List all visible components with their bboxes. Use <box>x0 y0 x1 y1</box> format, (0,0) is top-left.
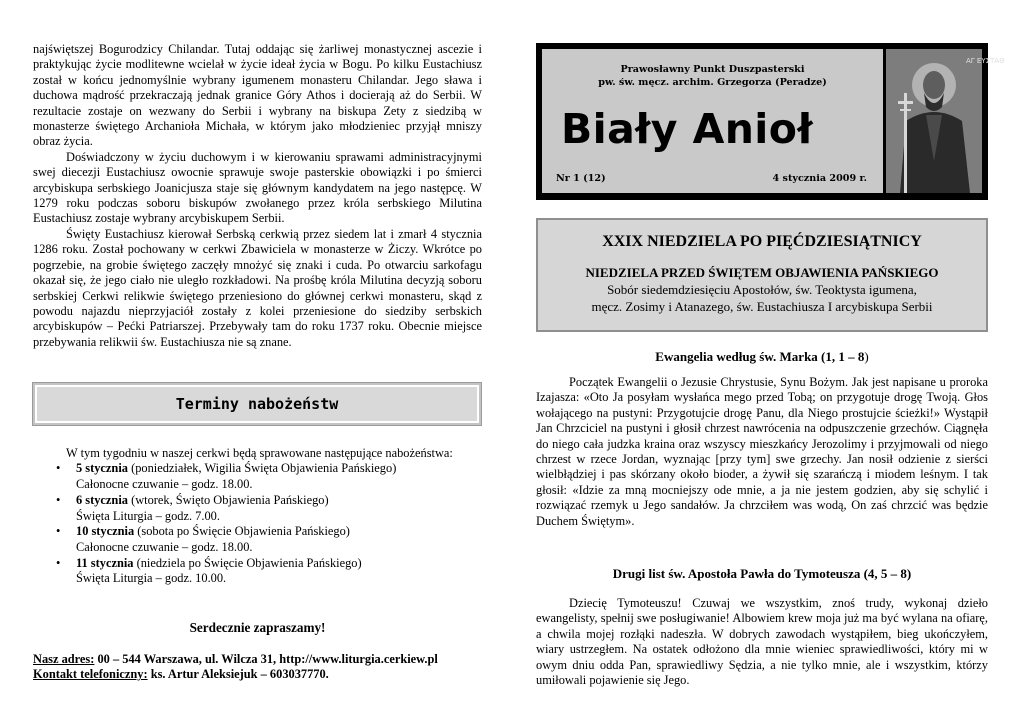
service-item: • 11 stycznia (niedziela po Święcie Objawienia Pańskiego) Święta Liturgia – godz. 10.00. <box>76 556 482 587</box>
service-item: • 10 stycznia (sobota po Święcie Objawienia Pańskiego) Całonocne czuwanie – godz. 18.00. <box>76 524 482 555</box>
masthead-organization: Prawosławny Punkt Duszpasterski pw. św. męcz. archim. Grzegorza (Peradze) <box>598 64 827 88</box>
issue-date: 4 stycznia 2009 r. <box>772 173 867 184</box>
services-list <box>33 461 482 587</box>
biography-paragraph-2: Doświadczony w życiu duchowym i w kierowaniu sprawami administracyjnymi swej diecezji Eustachiusz owocnie sprawuje swoje pasterskie obowiązki i po śmierci arcybiskupa serbskiego Joanicjusza staje się głównym kandydatem na jego następcę. W 1279 roku podczas soboru biskupów zwołanego przez króla serbskiego Milutina Eustachiusz zostaje wybrany arcybiskupem Serbii. <box>33 149 482 226</box>
gospel-text: Początek Ewangelii o Jezusie Chrystusie, Synu Bożym. Jak jest napisane u proroka Izajasza: «Oto Ja posyłam wysłańca mego przed Tobą; on przygotuje drogę Twoją. Głos wołającego na pustyni: Przygotujcie drogę Panu, dla Niego prostujcie ścieżki!» Wystąpił Jan Chrzciciel na pustyni i głosił chrzest nawrócenia na odpuszczenie grzechów. Ciągnęła do niego cała judzka kraina oraz wszyscy mieszkańcy Jerozolimy i przyjmowali od niego chrzest w rzece Jordan, wyznając [przy tym] swe grzechy. Jan nosił odzienie z sierści wielbłądziej i pas skórzany około bioder, a żywił się szarańczą i miodem leśnym. I tak głosił: «Idzie za mną mocniejszy ode mnie, a ja nie jestem godzien, aby się schylić i rozwiązać rzemyk u Jego sandałów. Ja chrzciłem was wodą, On zaś chrzcić was będzie Duchem Świętym». <box>536 375 988 528</box>
svg-text:ΑΓ ΕΥΣΤΑΘ: ΑΓ ΕΥΣΤΑΘ <box>966 57 1005 65</box>
commemorated-saints-line-2: męcz. Zosimy i Atanazego, św. Eustachiusza I arcybiskupa Serbii <box>591 299 933 314</box>
sunday-title: XXIX NIEDZIELA PO PIĘĆDZIESIĄTNICY <box>602 233 922 250</box>
sunday-heading-box <box>536 218 988 332</box>
epistle-title: Drugi list św. Apostoła Pawła do Tymoteusza (4, 5 – 8) <box>612 566 912 581</box>
services-section-title: Terminy nabożeństw <box>175 395 339 413</box>
biography-paragraph-3: Święty Eustachiusz kierował Serbską cerkwią przez siedem lat i zmarł 4 stycznia 1286 roku. Został pochowany w cerkwi Zbawiciela w monasterze w Żiczy. Wkrótce po pogrzebie, na grobie świętego zaczęły mnożyć się znaki i cuda. Po otwarciu sarkofagu okazał się, że jego ciało nie uległo rozkładowi. Na prośbę króla Milutina decyzją soboru serbskiej Cerkwi relikwie świętego przeniesiono do głównej cerkwi monasteru, skąd z powodu najazdu nieprzyjaciół zostały z kolei przeniesione do siedziby serbskich arcybiskupów – Pećki Patriarszej. Przebywały tam do roku 1737 roku. Obecnie miejsce przebywania relikwii św. Eustachiusza nie są znane. <box>33 226 482 349</box>
left-column <box>33 42 482 350</box>
service-item: • 6 stycznia (wtorek, Święto Objawienia Pańskiego) Święta Liturgia – godz. 7.00. <box>76 493 482 524</box>
feast-title: NIEDZIELA PRZED ŚWIĘTEM OBJAWIENIA PAŃSKIEGO <box>585 265 939 280</box>
epistle-reading <box>536 566 988 688</box>
service-item: • 5 stycznia (poniedziałek, Wigilia Święta Objawienia Pańskiego) Całonocne czuwanie – godz. 18.00. <box>76 461 482 492</box>
saint-icon <box>886 49 1005 193</box>
services-section-title-box <box>32 382 482 426</box>
commemorated-saints-line-1: Sobór siedemdziesięciu Apostołów, św. Teoktysta igumena, <box>607 282 917 297</box>
masthead <box>536 43 1005 200</box>
masthead-panel <box>542 49 883 193</box>
services-block <box>33 446 482 587</box>
address-label: Nasz adres: <box>33 652 95 666</box>
saint-icon-image <box>886 49 1005 193</box>
biography-paragraph-1: najświętszej Bogurodzicy Chilandar. Tutaj oddając się żarliwej monastycznej ascezie i praktykując życie modlitewne wcielał w życie ideał życia w Bogu. Po kilku Eustachiusz został w końcu jednomyślnie wybrany igumenem monasteru Chilandar. Jego sława i duchowa mądrość przekraczają jednak granice Góry Athos i docierają aż do Serbii. W rezultacie zostaje on wezwany do Serbii i wybrany na biskupa Zety z siedzibą w monasterze świętego Archanioła Michała, w którym jako młodzieniec przyjął mniszy obraz życia. <box>33 42 482 149</box>
contact-value: ks. Artur Aleksiejuk – 603037770. <box>147 667 329 682</box>
issue-number: Nr 1 (12) <box>556 173 606 184</box>
contact-label: Kontakt telefoniczny: <box>33 667 148 682</box>
services-intro: W tym tygodniu w naszej cerkwi będą sprawowane następujące nabożeństwa: <box>66 446 453 460</box>
newsletter-title: Biały Anioł <box>561 105 813 153</box>
gospel-reading <box>536 349 988 529</box>
gospel-title: Ewangelia według św. Marka (1, 1 – 8) <box>655 349 869 364</box>
invitation: Serdecznie zapraszamy! <box>189 620 326 635</box>
epistle-text: Dziecię Tymoteuszu! Czuwaj we wszystkim, znoś trudy, wykonaj dzieło ewangelisty, spełnij swe posługiwanie! Albowiem krew moja już ma być wylana na ofiarę, a chwila mojej rozłąki nadeszła. W dobrych zawodach wystąpiłem, bieg ukończyłem, wiary ustrzegłem. Na ostatek odłożono dla mnie wieniec sprawiedliwości, który mi w owym dniu odda Pan, sprawiedliwy Sędzia, a nie tylko mnie, ale i wszystkim, którzy umiłowali pojawienie się Jego. <box>536 596 988 688</box>
contact-block <box>33 652 482 683</box>
address-value: 00 – 544 Warszawa, ul. Wilcza 31, http://www.liturgia.cerkiew.pl <box>94 652 438 666</box>
